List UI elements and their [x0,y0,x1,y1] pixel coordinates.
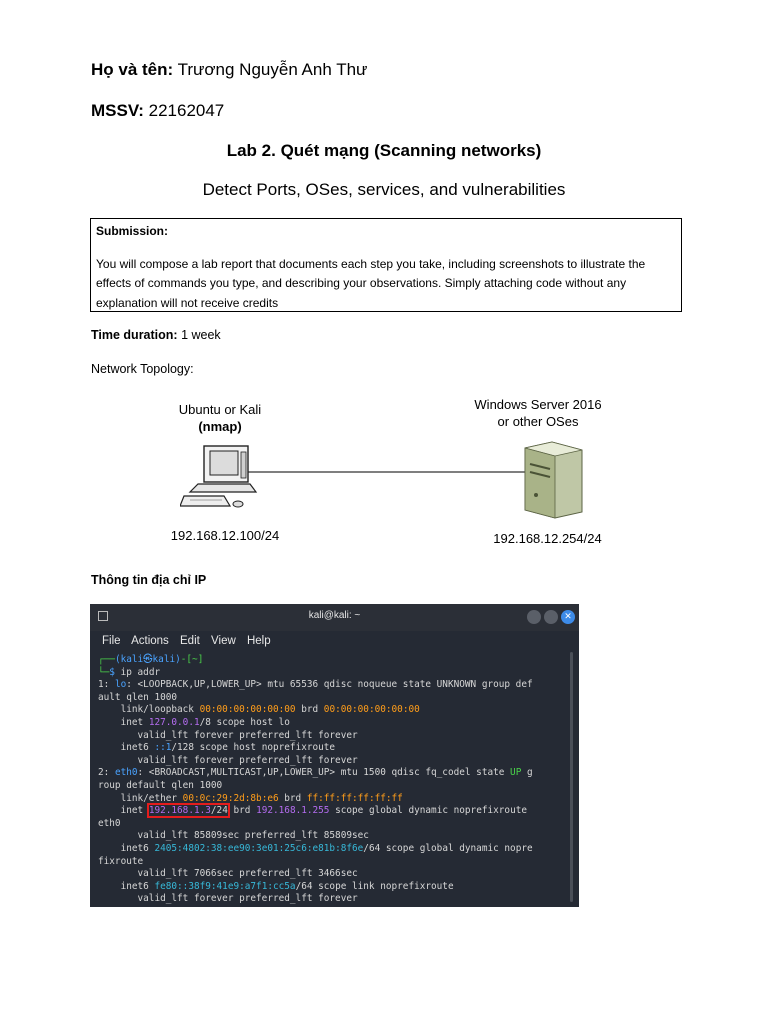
prompt-line: ┌──(kali㉿kali)-[~] [98,654,204,665]
minimize-icon[interactable] [527,610,541,624]
workstation-icon [180,446,256,507]
output-line: fixroute [98,855,144,867]
terminal-screenshot [90,604,579,907]
menu-help[interactable]: Help [246,635,271,647]
output-line: valid_lft forever preferred_lft forever [98,754,358,766]
command-line: └─$ ip addr [98,666,161,678]
output-line: inet6 2405:4802:38:ee90:3e01:25c6:e81b:8f6e/64 scope global dynamic nopre [98,842,533,854]
student-name [91,60,367,80]
maximize-icon[interactable] [544,610,558,624]
output-line: valid_lft forever preferred_lft forever [98,893,358,905]
output-line: eth0 [98,817,121,829]
submission-label: Submission: [96,224,169,238]
terminal-output [90,651,579,906]
left-host-label [160,401,280,435]
output-line: inet6 fe80::38f9:41e9:a7f1:cc5a/64 scope link noprefixroute [98,880,454,892]
submission-box [90,218,682,312]
lab-subtitle: Detect Ports, OSes, services, and vulnerabilities [202,180,566,199]
time-duration-value: 1 week [177,328,221,342]
terminal-menubar [90,631,579,651]
right-host-os: or other OSes [497,414,579,429]
time-duration [91,328,221,342]
student-id-value: 22162047 [143,101,225,120]
output-line: link/ether 00:0c:29:2d:8b:e6 brd ff:ff:ff:ff:ff:ff [98,792,403,804]
output-line: inet 127.0.0.1/8 scope host lo [98,716,290,728]
submission-text: You will compose a lab report that documents each step you take, including screenshots to illustrate the effects of commands you type, and describing your observations. Simply attaching code without any explanation will not receive credits [96,256,646,310]
output-line: link/loopback 00:00:00:00:00:00 brd 00:00:00:00:00:00 [98,704,420,716]
output-line: ault qlen 1000 [98,691,178,703]
command-text: ip addr [120,666,161,678]
student-id [91,101,224,121]
prompt-user: (kali㉿kali) [114,654,181,665]
left-host-name: Ubuntu or Kali [178,402,262,417]
server-icon [525,442,582,518]
highlighted-ip: 192.168.1.3/24 [148,805,228,817]
student-id-label: MSSV: [91,101,144,120]
left-host-ip: 192.168.12.100/24 [170,528,280,543]
topology-label: Network Topology: [91,362,194,376]
terminal-title: kali@kali: ~ [308,610,361,621]
right-host-ip: 192.168.12.254/24 [493,531,602,546]
output-line: inet6 ::1/128 scope host noprefixroute [98,742,336,754]
output-line: valid_lft 7066sec preferred_lft 3466sec [98,868,358,880]
output-line: roup default qlen 1000 [98,779,223,791]
close-icon[interactable]: ✕ [561,610,575,624]
output-line: 2: eth0: <BROADCAST,MULTICAST,UP,LOWER_UP> mtu 1500 qdisc fq_codel state UP g [98,767,533,779]
time-duration-label: Time duration: [91,328,178,342]
ip-section-label: Thông tin địa chỉ IP [91,573,207,587]
menu-view[interactable]: View [211,635,236,647]
terminal-scrollbar[interactable] [570,652,573,902]
menu-file[interactable]: File [102,635,121,647]
left-host-tool: (nmap) [198,419,242,434]
student-name-value: Trương Nguyễn Anh Thư [173,60,368,79]
output-line: valid_lft 85809sec preferred_lft 85809sec [98,830,369,842]
output-line: inet 192.168.1.3/24 brd 192.168.1.255 scope global dynamic noprefixroute [98,805,528,817]
right-host-label [463,396,613,430]
topology-diagram [180,440,600,520]
output-line: 1: lo: <LOOPBACK,UP,LOWER_UP> mtu 65536 qdisc noqueue state UNKNOWN group def [98,679,533,691]
right-host-name: Windows Server 2016 [474,397,602,412]
menu-actions[interactable]: Actions [131,635,169,647]
lab-title: Lab 2. Quét mạng (Scanning networks) [226,141,542,160]
prompt-dir: -[~] [180,654,204,665]
menu-edit[interactable]: Edit [180,635,200,647]
student-name-label: Họ và tên: [91,60,174,79]
terminal-titlebar [90,604,579,631]
output-line: valid_lft forever preferred_lft forever [98,729,358,741]
